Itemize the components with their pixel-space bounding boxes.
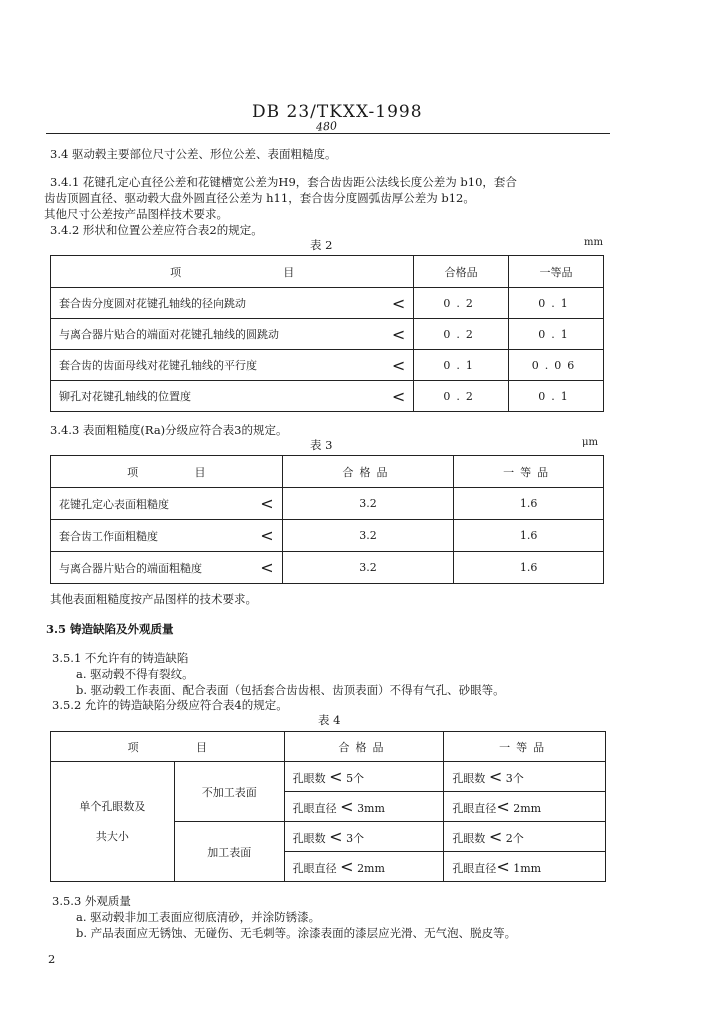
- table3-header-item: [51, 456, 283, 488]
- table-row: [51, 762, 606, 792]
- section-3-5-1: 3.5.1 不允许有的铸造缺陷: [52, 651, 189, 665]
- handwritten-note: 480: [315, 119, 338, 134]
- table-row: [51, 552, 604, 584]
- table2-header-xiang: 项: [170, 265, 182, 279]
- pass-label: 孔眼直径: [292, 862, 337, 875]
- row-first-value: 1.6: [454, 488, 604, 520]
- table2-unit: mm: [584, 237, 603, 248]
- first-label: 孔眼直径: [452, 862, 497, 875]
- table4-header-first: 一等品: [444, 732, 606, 762]
- table4-header-mu: 目: [195, 740, 207, 754]
- row-item: 与离合器片贴合的端面粗糙度: [59, 561, 202, 575]
- row-first-value: 0.1: [509, 319, 604, 350]
- section-3-4-1-line2: 齿齿顶圆直径、驱动毂大盘外圆直径公差为 h11，套合齿分度圆弧齿厚公差为 b12。: [44, 191, 475, 205]
- less-than-sign: <: [391, 324, 406, 344]
- page-number: 2: [48, 952, 56, 966]
- table-4: [50, 731, 606, 882]
- table3-caption: 表 3: [310, 438, 333, 452]
- row-first-value: 1.6: [454, 552, 604, 584]
- less-than-sign: <: [340, 857, 354, 876]
- section-3-5-3-b: b. 产品表面应无锈蚀、无碰伤、无毛刺等。涂漆表面的漆层应光滑、无气泡、脱皮等。: [76, 926, 517, 940]
- row-pass-value: 3.2: [282, 552, 454, 584]
- table4-header-xiang: 项: [127, 740, 139, 754]
- pass-value: 5个: [346, 772, 365, 785]
- table4-header-item: [51, 732, 285, 762]
- first-value: 2mm: [513, 802, 542, 815]
- pass-label: 孔眼数: [292, 832, 326, 845]
- row-first-value: 1.6: [454, 520, 604, 552]
- table3-header-xiang: 项: [127, 465, 139, 479]
- table2-header-item: [51, 256, 414, 288]
- table2-caption: 表 2: [310, 238, 333, 252]
- row-pass-value: 0.2: [414, 381, 509, 412]
- table3-header-first: 一等品: [454, 456, 604, 488]
- first-label: 孔眼直径: [452, 802, 497, 815]
- first-value: 1mm: [513, 862, 542, 875]
- table3-header-mu: 目: [194, 465, 206, 479]
- section-3-5-3-a: a. 驱动毂非加工表面应彻底清砂，并涂防锈漆。: [76, 910, 321, 924]
- group-line2: 共大小: [95, 829, 129, 843]
- section-3-4-2: 3.4.2 形状和位置公差应符合表2的规定。: [50, 223, 263, 237]
- table3-header-pass: 合格品: [282, 456, 454, 488]
- row-first-value: 0.06: [509, 350, 604, 381]
- section-3-4: 3.4 驱动毂主要部位尺寸公差、形位公差、表面粗糙度。: [50, 147, 337, 161]
- table-row: [51, 319, 604, 350]
- table4-header-row: [51, 732, 606, 762]
- section-3-5-1-a: a. 驱动毂不得有裂纹。: [76, 667, 194, 681]
- less-than-sign: <: [329, 827, 343, 846]
- first-value: 2个: [505, 832, 524, 845]
- less-than-sign: <: [391, 355, 406, 375]
- first-label: 孔眼数: [452, 772, 486, 785]
- row-item: 花键孔定心表面粗糙度: [59, 497, 169, 511]
- less-than-sign: <: [488, 827, 503, 846]
- less-than-sign: <: [329, 767, 343, 786]
- less-than-sign: <: [496, 797, 510, 816]
- less-than-sign: <: [260, 558, 274, 577]
- pass-value: 3mm: [357, 802, 385, 815]
- table-3: [50, 455, 604, 584]
- table3-unit: μm: [582, 437, 598, 448]
- row-pass-value: 3.2: [282, 488, 454, 520]
- table-row: [51, 488, 604, 520]
- table-row: [51, 350, 604, 381]
- other-roughness-note: 其他表面粗糙度按产品图样的技术要求。: [50, 592, 257, 606]
- less-than-sign: <: [391, 293, 406, 313]
- pass-value: 2mm: [357, 862, 385, 875]
- pass-label: 孔眼直径: [292, 802, 337, 815]
- table4-group-cell: [51, 762, 175, 882]
- less-than-sign: <: [340, 797, 354, 816]
- section-3-5-1-b: b. 驱动毂工作表面、配合表面（包括套合齿齿根、齿顶表面）不得有气孔、砂眼等。: [76, 683, 505, 697]
- pass-label: 孔眼数: [292, 772, 326, 785]
- first-label: 孔眼数: [452, 832, 486, 845]
- section-3-4-1-line3: 其他尺寸公差按产品图样技术要求。: [44, 207, 228, 221]
- table4-sub-unmachined: 不加工表面: [174, 762, 284, 822]
- table4-header-pass: 合格品: [284, 732, 444, 762]
- section-3-5-3: 3.5.3 外观质量: [52, 894, 131, 908]
- section-3-4-3: 3.4.3 表面粗糙度(Ra)分级应符合表3的规定。: [50, 423, 288, 437]
- pass-value: 3个: [346, 832, 365, 845]
- table-2: [50, 255, 604, 412]
- section-3-5-2: 3.5.2 允许的铸造缺陷分级应符合表4的规定。: [52, 698, 288, 712]
- row-item: 套合齿分度圆对花键孔轴线的径向跳动: [59, 297, 246, 310]
- less-than-sign: <: [391, 386, 406, 406]
- section-3-5: 3.5 铸造缺陷及外观质量: [46, 622, 174, 636]
- row-item: 铆孔对花键孔轴线的位置度: [59, 390, 191, 403]
- row-pass-value: 0.2: [414, 319, 509, 350]
- row-first-value: 0.1: [509, 381, 604, 412]
- table-row: [51, 381, 604, 412]
- table2-header-pass: 合格品: [414, 256, 509, 288]
- table2-header-mu: 目: [283, 265, 295, 279]
- row-item: 套合齿工作面粗糙度: [59, 529, 158, 543]
- first-value: 3个: [505, 772, 524, 785]
- less-than-sign: <: [260, 494, 274, 513]
- row-item: 与离合器片贴合的端面对花键孔轴线的圆跳动: [59, 328, 279, 341]
- section-3-4-1-line1: 3.4.1 花键孔定心直径公差和花键槽宽公差为H9，套合齿齿距公法线长度公差为 b10，套合: [50, 175, 517, 189]
- table4-sub-machined: 加工表面: [174, 822, 284, 882]
- row-item: 套合齿的齿面母线对花键孔轴线的平行度: [59, 359, 257, 372]
- row-first-value: 0.1: [509, 288, 604, 319]
- less-than-sign: <: [496, 857, 510, 876]
- table4-caption: 表 4: [318, 713, 341, 727]
- table-row: [51, 288, 604, 319]
- table2-header-row: [51, 256, 604, 288]
- less-than-sign: <: [488, 767, 503, 786]
- row-pass-value: 0.2: [414, 288, 509, 319]
- table3-header-row: [51, 456, 604, 488]
- table-row: [51, 520, 604, 552]
- row-pass-value: 0.1: [414, 350, 509, 381]
- document-code: DB 23/TKXX-1998: [252, 102, 423, 122]
- group-line1: 单个孔眼数及: [79, 799, 146, 813]
- table2-header-first: 一等品: [509, 256, 604, 288]
- less-than-sign: <: [260, 526, 274, 545]
- header-rule: [46, 133, 610, 134]
- row-pass-value: 3.2: [282, 520, 454, 552]
